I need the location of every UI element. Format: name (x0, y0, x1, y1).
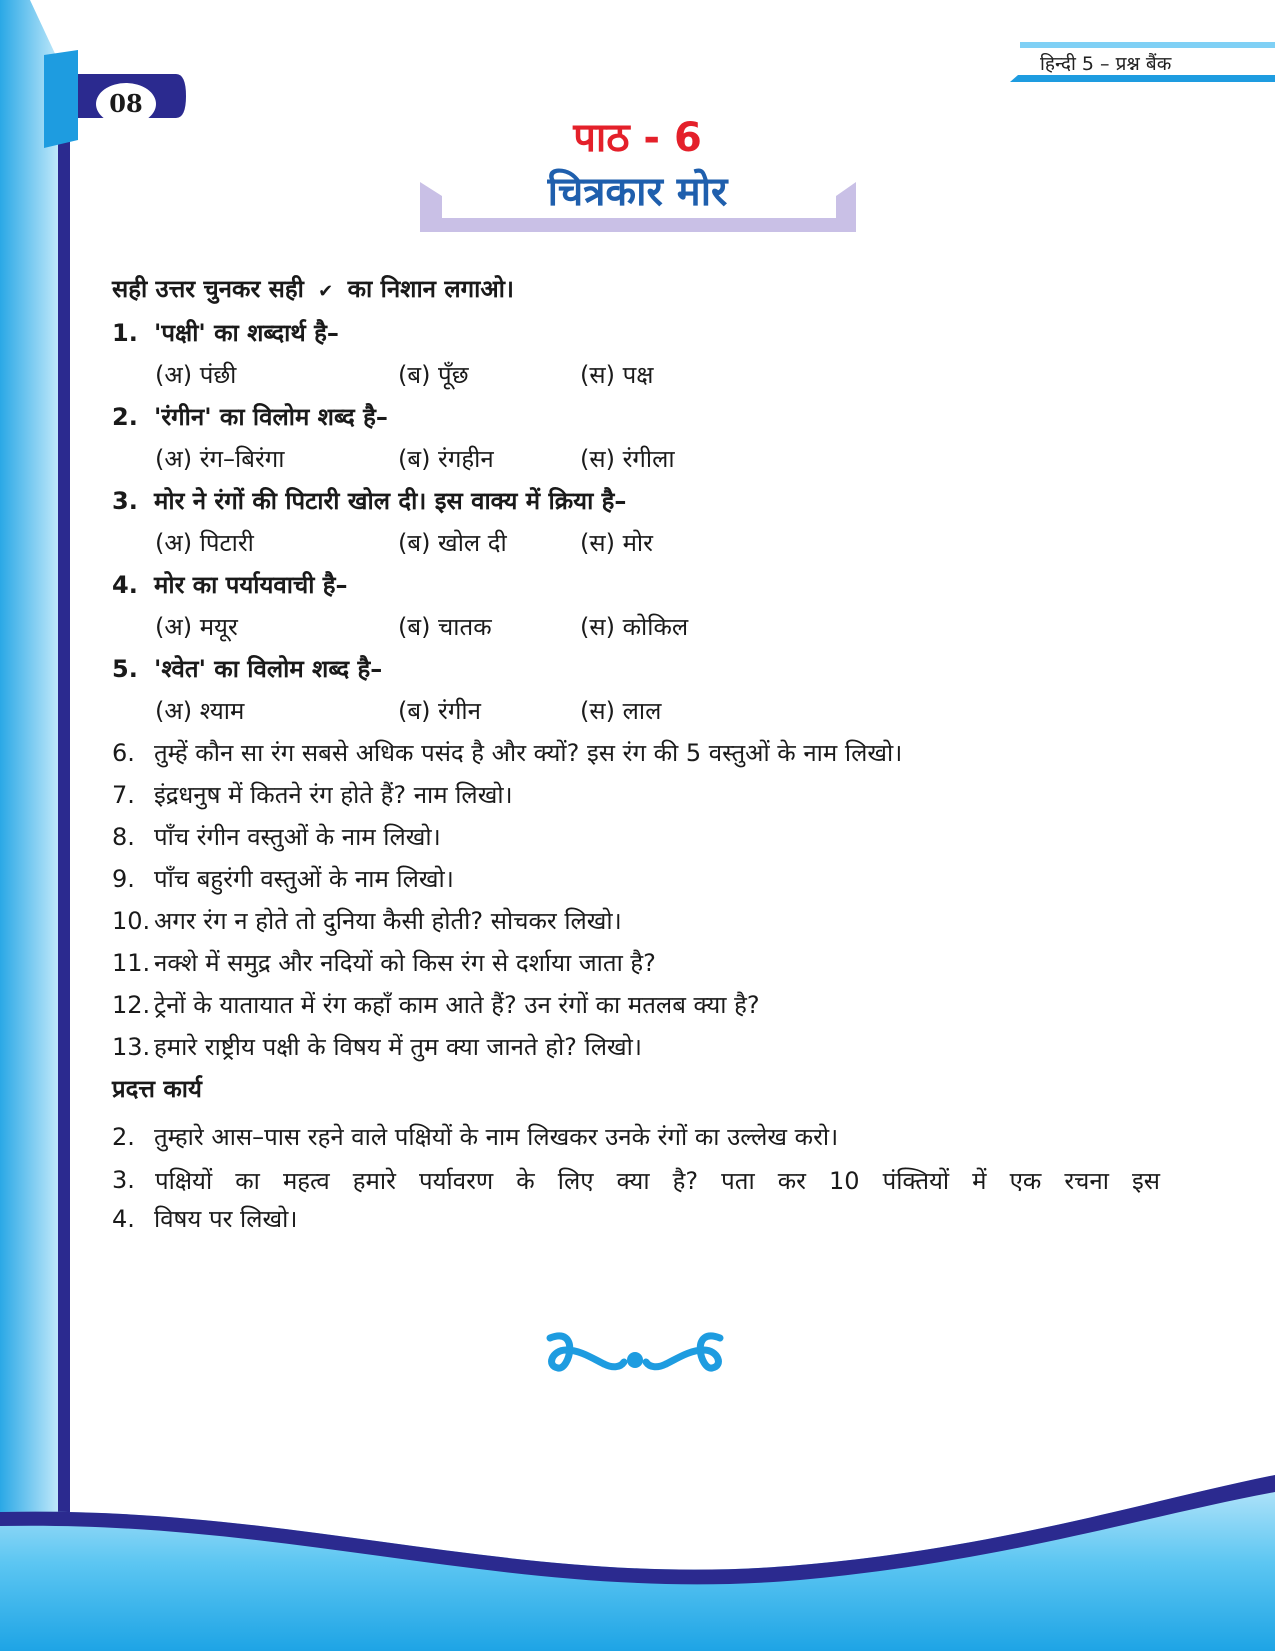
mcq-question: 4. मोर का पर्यायवाची है– (112, 571, 348, 599)
activity-heading: प्रदत्त कार्य (112, 1075, 202, 1103)
mcq-option: (ब) रंगीन (398, 697, 481, 725)
mcq-question: 1. 'पक्षी' का शब्दार्थ है– (112, 319, 339, 347)
check-mark-icon: ✔ (318, 281, 334, 302)
book-title-header: हिन्दी 5 – प्रश्न बैंक (1040, 53, 1172, 75)
activity-item: 2. तुम्हारे आस–पास रहने वाले पक्षियों के नाम लिखकर उनके रंगों का उल्लेख करो। (112, 1123, 839, 1151)
mcq-option: (अ) पिटारी (155, 529, 254, 557)
left-blue-band (0, 0, 58, 1651)
question-item: 9. पाँच बहुरंगी वस्तुओं के नाम लिखो। (112, 865, 454, 893)
mcq-question: 2. 'रंगीन' का विलोम शब्द है– (112, 403, 388, 431)
mcq-option: (स) रंगीला (580, 445, 675, 473)
mcq-option: (ब) खोल दी (398, 529, 507, 557)
mcq-question: 5. 'श्वेत' का विलोम शब्द है– (112, 655, 383, 683)
decorative-swirl-divider (540, 1328, 730, 1378)
mcq-option: (स) पक्ष (580, 361, 654, 389)
instruction-text-after: का निशान लगाओ। (347, 275, 515, 303)
mcq-option: (ब) चातक (398, 613, 492, 641)
header-bottom-bar (1010, 75, 1275, 82)
instruction-text-before: सही उत्तर चुनकर सही (112, 275, 304, 303)
mcq-option: (ब) पूँछ (398, 361, 469, 389)
bottom-wave-light (0, 1475, 1275, 1651)
mcq-option: (स) लाल (580, 697, 662, 725)
mcq-option: (अ) पंछी (155, 361, 237, 389)
activity-item-text: पक्षियों का महत्व हमारे पर्यावरण के लिए क्या है? पता कर 10 पंक्तियों में एक रचना इस (155, 1167, 1160, 1195)
question-item: 6. तुम्हें कौन सा रंग सबसे अधिक पसंद है और क्यों? इस रंग की 5 वस्तुओं के नाम लिखो। (112, 739, 903, 767)
left-navy-bar (58, 58, 70, 1518)
lesson-title: चित्रकार मोर (547, 169, 728, 215)
mcq-option: (अ) श्याम (155, 697, 245, 725)
page-number: 08 (109, 89, 143, 118)
mcq-option: (ब) रंगहीन (398, 445, 494, 473)
question-item: 12. ट्रेनों के यातायात में रंग कहाँ काम आते हैं? उन रंगों का मतलब क्या है? (112, 991, 760, 1019)
mcq-option: (स) कोकिल (580, 613, 689, 641)
question-item: 13. हमारे राष्ट्रीय पक्षी के विषय में तुम क्या जानते हो? लिखो। (112, 1033, 642, 1061)
page-tab-flap (44, 50, 78, 148)
mcq-option: (अ) मयूर (155, 613, 238, 641)
question-item: 10. अगर रंग न होते तो दुनिया कैसी होती? सोचकर लिखो। (112, 907, 622, 935)
question-item: 8. पाँच रंगीन वस्तुओं के नाम लिखो। (112, 823, 441, 851)
question-item: 7. इंद्रधनुष में कितने रंग होते हैं? नाम लिखो। (112, 781, 513, 809)
mcq-option: (अ) रंग–बिरंगा (155, 445, 285, 473)
header-top-bar (1020, 42, 1275, 48)
mcq-option: (स) मोर (580, 529, 653, 557)
instruction (112, 272, 514, 305)
activity-item-number: 3. (112, 1166, 135, 1194)
activity-item: 4. विषय पर लिखो। (112, 1205, 298, 1233)
mcq-question: 3. मोर ने रंगों की पिटारी खोल दी। इस वाक्य में क्रिया है– (112, 487, 627, 515)
lesson-number: पाठ - 6 (573, 115, 702, 161)
question-item: 11. नक्शे में समुद्र और नदियों को किस रंग से दर्शाया जाता है? (112, 949, 656, 977)
